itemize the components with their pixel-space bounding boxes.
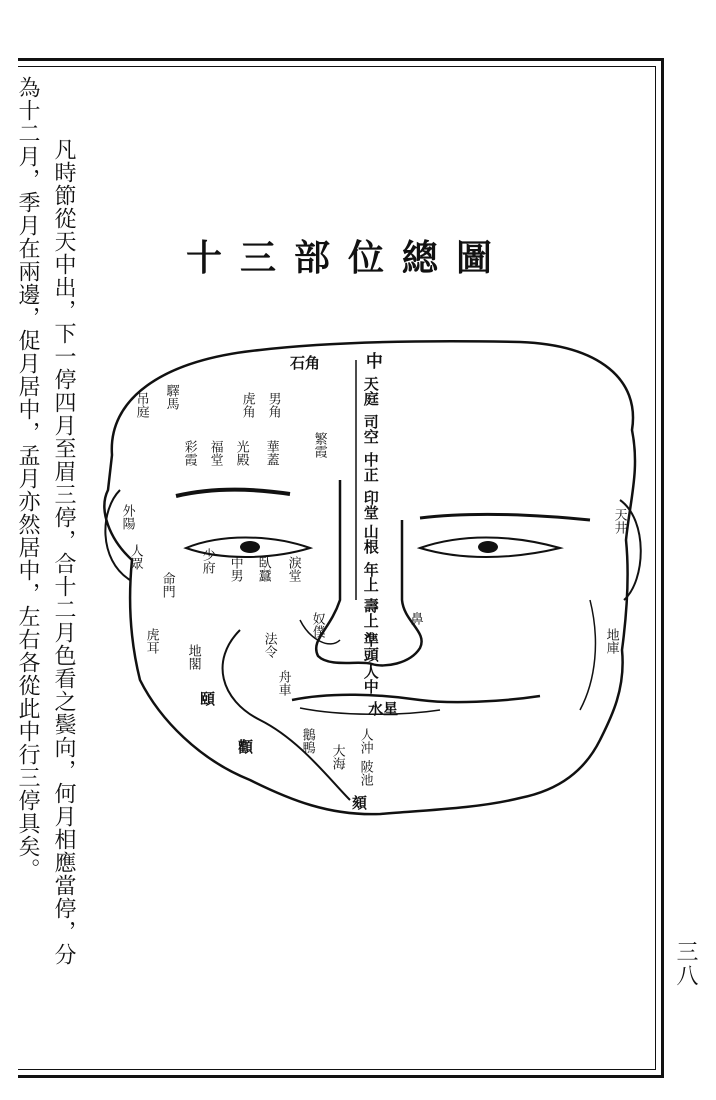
label-l32: 舟車: [275, 670, 291, 696]
mouth: [292, 695, 540, 702]
right-cheek-line: [580, 600, 595, 710]
label-l20: 法令: [261, 632, 277, 658]
label-l16: 人眾: [127, 544, 143, 570]
label-l28: 人沖: [357, 728, 373, 754]
label-l10: 繁霞: [311, 432, 327, 458]
label-l14: 淚堂: [285, 556, 301, 582]
left-pupil: [240, 541, 260, 553]
label-l9: 彩霞: [181, 440, 197, 466]
left-cheek-line: [223, 630, 350, 800]
label-l31: 大海: [329, 744, 345, 770]
label-l24: 奴僕: [309, 612, 325, 638]
center-column-7: 年上: [361, 562, 380, 592]
page-number: 三八: [673, 940, 698, 988]
center-column-10: 人中: [361, 664, 380, 694]
label-l26: 天井: [611, 508, 627, 534]
label-l21: 頤: [200, 690, 216, 708]
center-column-5: 印堂: [361, 490, 380, 520]
label-l27: 地庫: [603, 628, 619, 654]
label-l4: 驛馬: [163, 384, 179, 410]
page-title: 十三部位總圖: [186, 237, 511, 279]
right-brow: [420, 514, 590, 520]
label-l15: 外陽: [119, 504, 135, 530]
center-column-1: 中: [361, 352, 382, 369]
label-l8: 福堂: [207, 440, 223, 466]
label-l12: 中男: [227, 556, 243, 582]
text-column-1: 為十二月，季月在兩邊，促月居中，孟月亦然居中，左右各從此中行三停具矣。: [15, 76, 40, 881]
label-l18: 虎耳: [143, 628, 159, 654]
label-l11: 少府: [199, 548, 215, 574]
label-l5: 吊庭: [133, 392, 149, 418]
center-column-6: 山根: [361, 524, 380, 554]
center-column-4: 中正: [361, 452, 380, 482]
label-l6: 華蓋: [263, 440, 279, 466]
center-column-8: 壽上: [361, 598, 380, 628]
label-l22: 顴: [238, 738, 254, 756]
label-l29: 陂池: [357, 760, 373, 786]
right-pupil: [478, 541, 498, 553]
left-brow: [176, 490, 290, 496]
label-l33: 頦: [352, 794, 368, 812]
label-l19: 地閣: [185, 644, 201, 670]
label-l17: 命門: [159, 572, 175, 598]
label-l1: 石角: [290, 354, 321, 372]
label-l7: 光殿: [233, 440, 249, 466]
center-column-9: 準頭: [361, 632, 380, 662]
label-l13: 臥蠶: [255, 556, 271, 582]
label-l23: 水星: [368, 700, 399, 718]
center-column-3: 司空: [361, 414, 380, 444]
text-column-2: 凡時節從天中出，下一停四月至眉三停，合十二月色看之鬓向，何月相應當停，分: [51, 138, 76, 966]
center-column-2: 天庭: [361, 376, 380, 406]
label-l2: 男角: [265, 392, 281, 418]
label-l25: 鼻: [407, 612, 423, 625]
label-l3: 虎角: [239, 392, 255, 418]
label-l30: 鵝鴨: [299, 728, 315, 754]
